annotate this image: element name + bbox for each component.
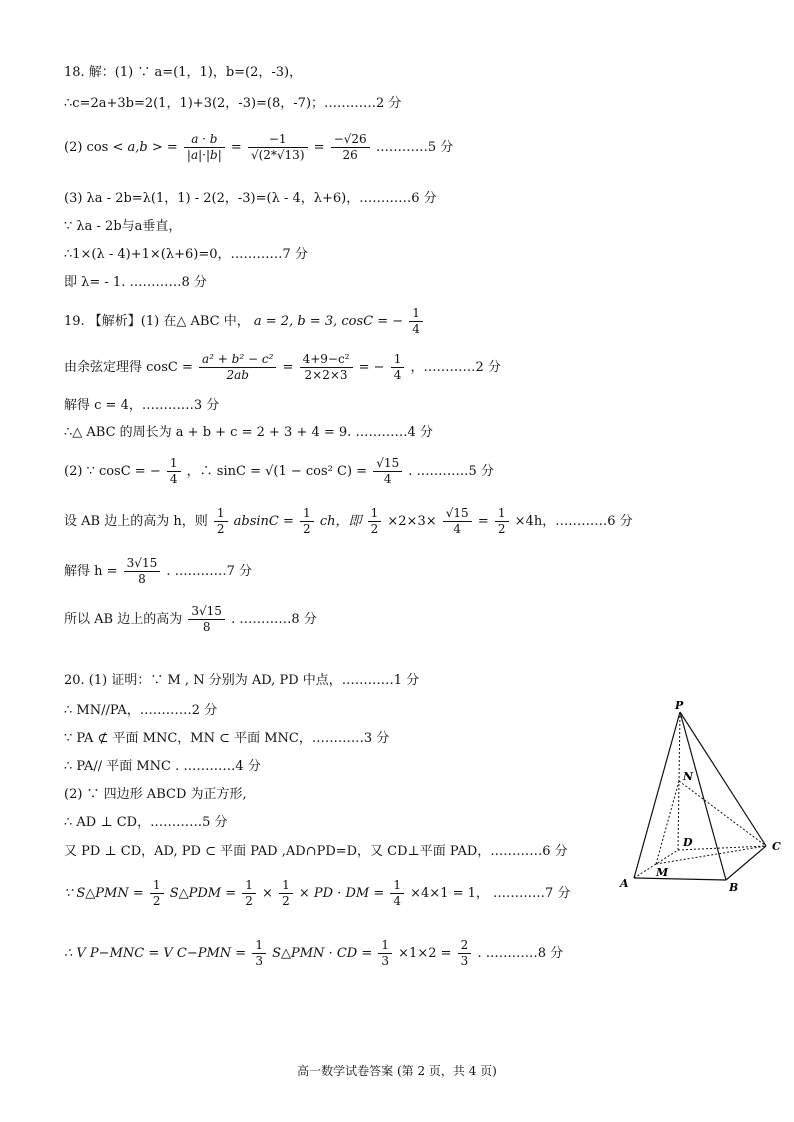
edge-ad — [634, 850, 678, 878]
p18-score5: …………5 分 — [375, 140, 454, 155]
p19-line6: 设 AB 边上的高为 h，则 $\frac{1}{2}$ absinC = $\frac{1}{2}$ ch，即 $\frac{1}{2}$ ×2×3× $\frac{√15}{4}$ = $\frac{1}{2}$ ×4h，…………6 分 — [64, 506, 633, 536]
p20-line1: 20. (1) 证明：∵ M , N 分别为 AD, PD 中点，…………1 分 — [64, 673, 420, 688]
p18-cos-vec: a,b — [127, 140, 148, 155]
p18-line6: ∴1×(λ - 4)+1×(λ+6)=0，…………7 分 — [64, 247, 308, 262]
p19-line3: 解得 c = 4，…………3 分 — [64, 398, 220, 413]
edge-dc — [678, 846, 766, 850]
label-c: C — [772, 840, 781, 853]
p18-line2: ∴c=2a+3b=2(1，1)+3(2，-3)=(8，-7)；…………2 分 — [64, 96, 402, 111]
p20-line5: (2) ∵ 四边形 ABCD 为正方形, — [64, 787, 247, 802]
p19-line5: (2) ∵ cosC = − $\frac{1}{4}$ ，∴ sinC = √(1 − cos² C) = $\frac{√15}{4}$ . …………5 分 — [64, 456, 494, 486]
edge-mc — [656, 846, 766, 864]
p19-line7: 解得 h = $\frac{3√15}{8}$ . …………7 分 — [64, 556, 253, 586]
edge-pb — [680, 712, 726, 880]
p20-line7: 又 PD ⊥ CD，AD, PD ⊂ 平面 PAD ,AD∩PD=D，又 CD⊥平面 PAD，…………6 分 — [64, 844, 568, 859]
label-d: D — [683, 836, 693, 849]
p20-line6: ∴ AD ⊥ CD，…………5 分 — [64, 815, 228, 830]
p20-line4: ∴ PA// 平面 MNC . …………4 分 — [64, 759, 261, 774]
p18-line4: (3) λa - 2b=λ(1，1) - 2(2，-3)=(λ - 4，λ+6)，…………6 分 — [64, 191, 437, 206]
label-n: N — [683, 770, 694, 783]
label-a: A — [620, 877, 629, 890]
p20-line3: ∵ PA ⊄ 平面 MNC，MN ⊂ 平面 MNC，…………3 分 — [64, 731, 390, 746]
p18-frac1: $\frac{a \cdot b}{|a|\cdot|b|}$ — [184, 132, 225, 163]
p19-line4: ∴△ ABC 的周长为 a + b + c = 2 + 3 + 4 = 9. …………4 分 — [64, 425, 433, 440]
p18-line1: 18. 解：(1) ∵ a=(1，1)，b=(2，-3)， — [64, 65, 303, 80]
p20-line2: ∴ MN//PA，…………2 分 — [64, 703, 218, 718]
p18-cos-close: > = — [151, 140, 178, 155]
edge-pa — [634, 712, 680, 878]
p18-line7: 即 λ= - 1. …………8 分 — [64, 275, 207, 290]
p18-frac2: $\frac{-1}{√(2*√13)}$ — [248, 132, 308, 163]
label-b: B — [729, 881, 739, 894]
p20-line9: ∴ V P−MNC = V C−PMN = $\frac{1}{3}$ S△PMN · CD = $\frac{1}{3}$ ×1×2 = $\frac{2}{3}$ . …………8 分 — [64, 938, 564, 968]
edge-pc — [680, 712, 766, 846]
edge-pd — [678, 712, 680, 850]
label-p: P — [675, 699, 684, 712]
p18-cos-label: (2) cos < — [64, 140, 124, 155]
p19-line8: 所以 AB 边上的高为 $\frac{3√15}{8}$ . …………8 分 — [64, 604, 317, 634]
p18-frac3: $\frac{-√26}{26}$ — [331, 132, 370, 163]
edge-bc — [726, 846, 766, 880]
p19-line2: 由余弦定理得 cosC = $\frac{\text{a² + b² − c²}}{2ab}$ = $\frac{\text{4+9−c²}}{2\times 2\times 3}$ = − $\frac{1}{4}$ ，…………2 分 — [64, 352, 501, 382]
edge-nc — [679, 781, 766, 846]
edge-mn — [656, 781, 679, 864]
page-footer: 高一数学试卷答案 (第 2 页，共 4 页) — [297, 1064, 497, 1078]
p20-line8: ∵ S△PMN = $\frac{1}{2}$ S△PDM = $\frac{1}{2}$ × $\frac{1}{2}$ × PD · DM = $\frac{1}{4}$ ×4×1 = 1， …………7 分 — [64, 878, 571, 908]
label-m: M — [656, 866, 669, 879]
edge-ab — [634, 878, 726, 880]
p18-line5: ∵ λa - 2b与a垂直， — [64, 219, 182, 234]
p18-line3: (2) cos < a,b > = $\frac{a \cdot b}{|a|\cdot|b|}$ = $\frac{-1}{√(2*√13)}$ = $\frac{-√26}{26}$ …………5 分 — [64, 132, 454, 162]
p19-line1: 19. 【解析】(1) 在△ ABC 中， a = 2, b = 3, cosC = − $\frac{1}{4}$ — [64, 306, 425, 337]
